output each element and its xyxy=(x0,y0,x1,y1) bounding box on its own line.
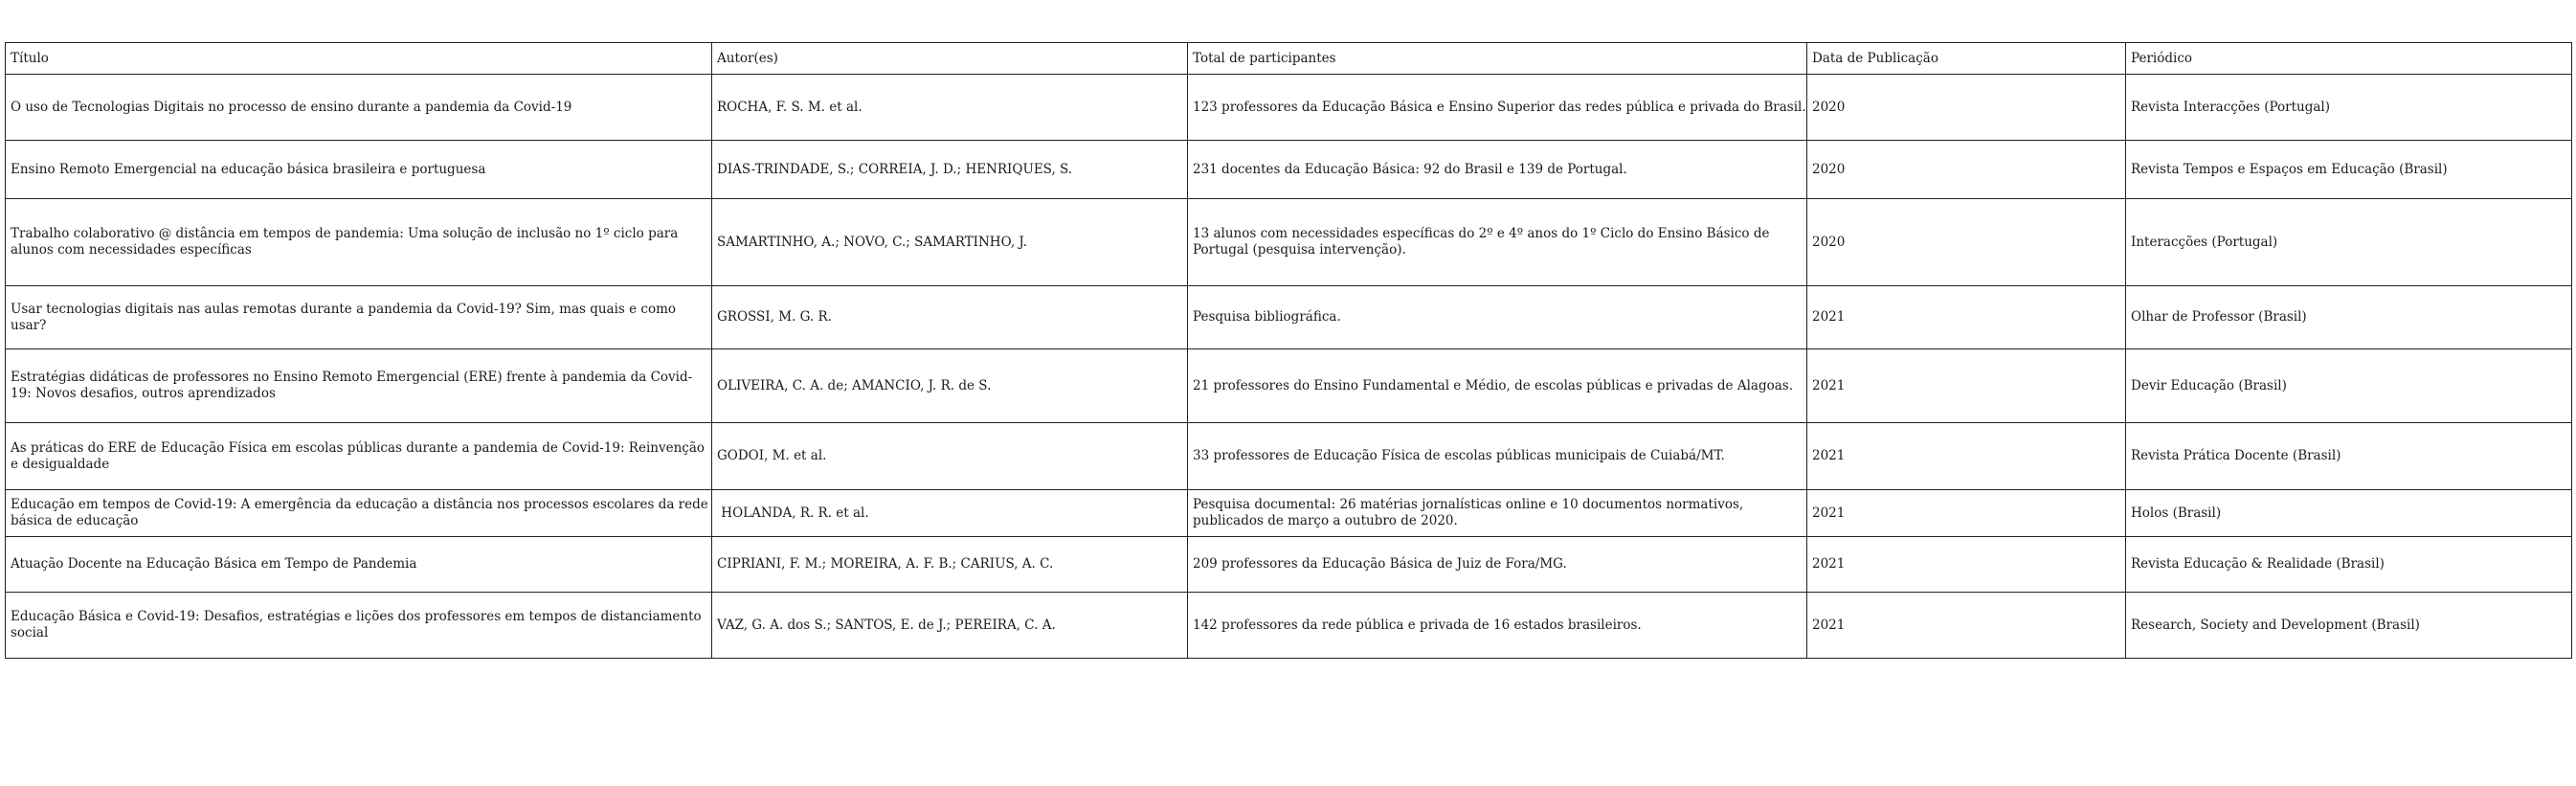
table-row xyxy=(6,286,2572,349)
table-row xyxy=(6,75,2572,141)
cell-titulo: Trabalho colaborativo @ distância em tempos de pandemia: Uma solução de inclusão no 1º ciclo para alunos com necessidades específicas xyxy=(6,199,712,286)
table-row xyxy=(6,423,2572,490)
table-row xyxy=(6,490,2572,537)
cell-autores: DIAS-TRINDADE, S.; CORREIA, J. D.; HENRIQUES, S. xyxy=(712,141,1188,199)
cell-participantes: 123 professores da Educação Básica e Ensino Superior das redes pública e privada do Brasil. xyxy=(1188,75,1807,141)
cell-participantes: 142 professores da rede pública e privada de 16 estados brasileiros. xyxy=(1188,593,1807,659)
table-row xyxy=(6,199,2572,286)
cell-data: 2020 xyxy=(1807,199,2126,286)
cell-titulo: Estratégias didáticas de professores no Ensino Remoto Emergencial (ERE) frente à pandemia da Covid-19: Novos desafios, outros aprendizados xyxy=(6,349,712,423)
cell-data: 2021 xyxy=(1807,349,2126,423)
table-row xyxy=(6,537,2572,593)
cell-autores: OLIVEIRA, C. A. de; AMANCIO, J. R. de S. xyxy=(712,349,1188,423)
cell-periodico: Revista Prática Docente (Brasil) xyxy=(2126,423,2572,490)
document-page xyxy=(5,42,2571,659)
cell-participantes: 209 professores da Educação Básica de Juiz de Fora/MG. xyxy=(1188,537,1807,593)
cell-participantes: Pesquisa bibliográfica. xyxy=(1188,286,1807,349)
cell-autores: GODOI, M. et al. xyxy=(712,423,1188,490)
cell-titulo: As práticas do ERE de Educação Física em escolas públicas durante a pandemia de Covid-19: Reinvenção e desigualdade xyxy=(6,423,712,490)
cell-titulo: Atuação Docente na Educação Básica em Tempo de Pandemia xyxy=(6,537,712,593)
cell-periodico: Revista Interacções (Portugal) xyxy=(2126,75,2572,141)
cell-data: 2020 xyxy=(1807,75,2126,141)
cell-participantes: 13 alunos com necessidades específicas do 2º e 4º anos do 1º Ciclo do Ensino Básico de Portugal (pesquisa intervenção). xyxy=(1188,199,1807,286)
cell-periodico: Revista Tempos e Espaços em Educação (Brasil) xyxy=(2126,141,2572,199)
header-total-participantes: Total de participantes xyxy=(1188,43,1807,75)
cell-participantes: 21 professores do Ensino Fundamental e Médio, de escolas públicas e privadas de Alagoas. xyxy=(1188,349,1807,423)
cell-periodico: Revista Educação & Realidade (Brasil) xyxy=(2126,537,2572,593)
cell-autores: CIPRIANI, F. M.; MOREIRA, A. F. B.; CARIUS, A. C. xyxy=(712,537,1188,593)
header-titulo: Título xyxy=(6,43,712,75)
cell-autores: ROCHA, F. S. M. et al. xyxy=(712,75,1188,141)
table-row xyxy=(6,141,2572,199)
cell-periodico: Holos (Brasil) xyxy=(2126,490,2572,537)
cell-titulo: Ensino Remoto Emergencial na educação básica brasileira e portuguesa xyxy=(6,141,712,199)
cell-periodico: Devir Educação (Brasil) xyxy=(2126,349,2572,423)
cell-autores: GROSSI, M. G. R. xyxy=(712,286,1188,349)
cell-data: 2021 xyxy=(1807,490,2126,537)
cell-autores: SAMARTINHO, A.; NOVO, C.; SAMARTINHO, J. xyxy=(712,199,1188,286)
cell-data: 2021 xyxy=(1807,537,2126,593)
cell-periodico: Olhar de Professor (Brasil) xyxy=(2126,286,2572,349)
header-data-publicacao: Data de Publicação xyxy=(1807,43,2126,75)
table-row xyxy=(6,593,2572,659)
table-header-row xyxy=(6,43,2572,75)
cell-titulo: Educação Básica e Covid-19: Desafios, estratégias e lições dos professores em tempos de distanciamento social xyxy=(6,593,712,659)
cell-data: 2021 xyxy=(1807,593,2126,659)
cell-autores: VAZ, G. A. dos S.; SANTOS, E. de J.; PEREIRA, C. A. xyxy=(712,593,1188,659)
cell-periodico: Research, Society and Development (Brasil) xyxy=(2126,593,2572,659)
publications-table xyxy=(5,42,2572,659)
header-periodico: Periódico xyxy=(2126,43,2572,75)
cell-participantes: 231 docentes da Educação Básica: 92 do Brasil e 139 de Portugal. xyxy=(1188,141,1807,199)
header-autores: Autor(es) xyxy=(712,43,1188,75)
cell-periodico: Interacções (Portugal) xyxy=(2126,199,2572,286)
cell-titulo: Usar tecnologias digitais nas aulas remotas durante a pandemia da Covid-19? Sim, mas quais e como usar? xyxy=(6,286,712,349)
cell-titulo: O uso de Tecnologias Digitais no processo de ensino durante a pandemia da Covid-19 xyxy=(6,75,712,141)
cell-titulo: Educação em tempos de Covid-19: A emergência da educação a distância nos processos escolares da rede básica de educação xyxy=(6,490,712,537)
cell-participantes: Pesquisa documental: 26 matérias jornalísticas online e 10 documentos normativos, publicados de março a outubro de 2020. xyxy=(1188,490,1807,537)
cell-data: 2021 xyxy=(1807,286,2126,349)
cell-participantes: 33 professores de Educação Física de escolas públicas municipais de Cuiabá/MT. xyxy=(1188,423,1807,490)
cell-data: 2021 xyxy=(1807,423,2126,490)
table-row xyxy=(6,349,2572,423)
cell-autores: HOLANDA, R. R. et al. xyxy=(712,490,1188,537)
cell-data: 2020 xyxy=(1807,141,2126,199)
